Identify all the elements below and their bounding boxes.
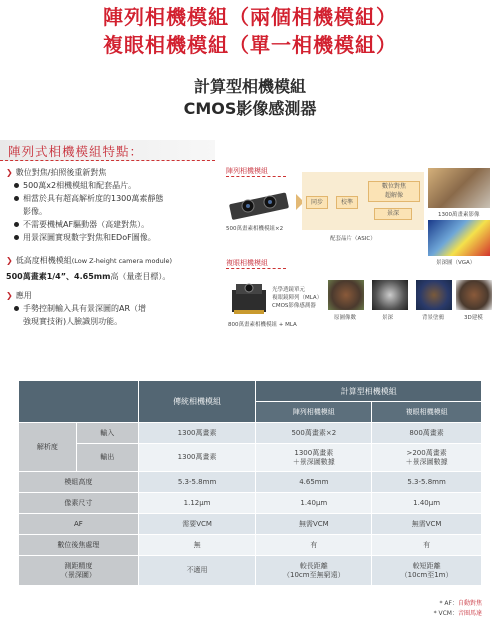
subtitle-line-2: CMOS影像感測器: [183, 99, 317, 118]
depth-map-image: [428, 220, 490, 256]
title-line-2: 複眼相機模組（單一相機模組）: [103, 33, 397, 57]
feature-item-refocus: ❯ 數位對焦/拍照後重新對焦: [6, 168, 107, 177]
cell: 需要VCM: [138, 514, 256, 535]
bullet-icon: [14, 196, 19, 201]
row-label: 輸入: [76, 423, 138, 444]
header-computational: 計算型相機模組: [256, 381, 482, 402]
cell: 1.40μm: [372, 493, 482, 514]
feature-bullet: 500萬x2相機模組和配套晶片。: [6, 179, 221, 192]
cell: 不適用: [138, 556, 256, 586]
row-label: AF: [19, 514, 139, 535]
feature-bullet: 用景深圖實現數字對焦和EDoF圖像。: [6, 231, 221, 244]
cell: 1300萬畫素: [138, 423, 256, 444]
footnote-vcm: * VCM：音圈馬達: [433, 610, 482, 617]
title-line-1: 陣列相機模組（兩個相機模組）: [103, 5, 397, 29]
bullet-icon: [14, 222, 19, 227]
cell: 1.40μm: [256, 493, 372, 514]
features-list: [6, 166, 221, 328]
feature-item-low-height: ❯ 低高度相機模組(Low Z-height camera module): [6, 256, 173, 265]
flow-calibrate: 校準: [336, 196, 358, 209]
array-module-label: 陣列相機模組: [226, 166, 286, 177]
feature-spec: 500萬畫素1/4”、4.65mm高（量產目標）。: [6, 272, 171, 281]
array-module-image: [228, 186, 292, 220]
row-label: 模組高度: [19, 472, 139, 493]
cell: 較長距離 （10cm至無窮遠）: [256, 556, 372, 586]
flow-sync: 同步: [306, 196, 328, 209]
step-caption: 原圖像數: [334, 315, 357, 321]
bullet-icon: [14, 306, 19, 311]
footnote-af: * AF：自動對焦: [439, 600, 482, 607]
subtitle-line-1: 計算型相機模組: [193, 77, 306, 96]
step-image-original: [328, 280, 364, 310]
flow-digital-focus: 數位對焦 超解像: [368, 181, 420, 202]
feature-bullet: 相當於具有超高解析度的1300萬素靜態: [6, 192, 221, 205]
arrow-icon: ❯: [6, 256, 13, 265]
cell: 有: [372, 535, 482, 556]
arrow-icon: ❯: [6, 291, 13, 300]
feature-bullet: 不需要機械AF驅動器（高建對焦）。: [6, 218, 221, 231]
spec-table: [18, 380, 482, 586]
row-label: 像素尺寸: [19, 493, 139, 514]
cell: 800萬畫素: [372, 423, 482, 444]
row-label: 測距精度 （景深圖）: [19, 556, 139, 586]
hires-caption: 1300萬畫素影像: [438, 212, 480, 218]
arrow-icon: ❯: [6, 168, 13, 177]
asic-label: 配套晶片（ASIC）: [330, 236, 376, 242]
features-header: [0, 140, 215, 161]
table-corner: [19, 381, 139, 423]
step-image-depth: [372, 280, 408, 310]
step-caption: 背景塗鴉: [422, 315, 445, 321]
cell: 5.3-5.8mm: [138, 472, 256, 493]
cell: 無需VCM: [256, 514, 372, 535]
depth-map-caption: 景深圖（VGA）: [436, 260, 476, 266]
row-label: 輸出: [76, 444, 138, 472]
feature-item-apps: ❯ 應用: [6, 291, 32, 300]
step-image-background: [416, 280, 452, 310]
feature-bullet-cont: 強現實技術)人臉識別功能。: [23, 317, 123, 326]
header-traditional: 傳統相機模組: [138, 381, 256, 423]
compound-caption: 800萬畫素相機模組 + MLA: [228, 322, 297, 328]
cell: 5.3-5.8mm: [372, 472, 482, 493]
step-caption: 3D建模: [464, 315, 483, 321]
bullet-icon: [14, 183, 19, 188]
flow-depth: 景深: [374, 208, 412, 220]
compound-module-image: [228, 276, 270, 316]
hires-image: [428, 168, 490, 208]
step-image-3d: [456, 280, 492, 310]
array-module-caption: 500萬畫素相機模組×2: [226, 226, 284, 232]
header-array: 陣列相機模組: [256, 402, 372, 423]
cell: 無: [138, 535, 256, 556]
row-label: 數位後焦處理: [19, 535, 139, 556]
cell: 4.65mm: [256, 472, 372, 493]
features-title: 陣列式相機模組特點：: [8, 144, 144, 159]
cell: 較短距離 （10cm至1m）: [372, 556, 482, 586]
compound-parts: 光學透鏡單元 複眼鏡陣列（MLA） CMOS影像感測器: [272, 287, 323, 309]
cell: 1.12μm: [138, 493, 256, 514]
feature-bullet: 手勢控制輸入具有景深圖的AR（增: [6, 302, 221, 315]
cell: 有: [256, 535, 372, 556]
cell: 無需VCM: [372, 514, 482, 535]
cell: 1300萬畫素 ＋景深圖數據: [256, 444, 372, 472]
bullet-icon: [14, 235, 19, 240]
compound-module-label: 複眼相機模組: [226, 258, 286, 269]
header-compound: 複眼相機模組: [372, 402, 482, 423]
feature-bullet-cont: 影像。: [23, 207, 47, 216]
cell: 500萬畫素×2: [256, 423, 372, 444]
cell: >200萬畫素 ＋景深圖數據: [372, 444, 482, 472]
row-label-resolution: 解析度: [19, 423, 77, 472]
cell: 1300萬畫素: [138, 444, 256, 472]
step-caption: 景深: [382, 315, 394, 321]
